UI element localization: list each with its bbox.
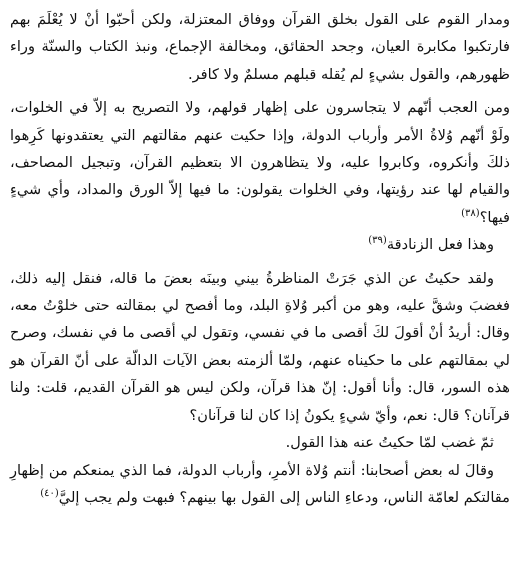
- paragraph-3: [10, 231, 510, 258]
- paragraph-1-text: ومدار القوم على القول بخلق القرآن ووفاق المعتزلة، ولكن أحبّوا أنْ لا يُعْلَمَ بهم فارتكبوا مكابرة العيان، وجحد الحقائق، ومخالفة الإجماع، ونبذ الكتاب والسنّة وراء ظهورهم، والقول بشيءٍ لم يُقله قبلهم مسلمٌ ولا كافر.: [10, 11, 510, 83]
- paragraph-3-text: وهذا فعل الزنادقة: [386, 236, 494, 254]
- paragraph-2: [10, 94, 510, 231]
- paragraph-5: [10, 429, 510, 456]
- paragraph-6-text: وقالَ له بعض أصحابنا: أنتم وُلاة الأمرِ، وأرباب الدولة، فما الذي يمنعكم من إظهارِ مقالتكم لعامّة الناس، ودعاءِ الناس إلى القول بها بينهم؟ فبهت ولم يجب إليَّ: [10, 461, 510, 506]
- paragraph-5-text: ثمّ غضب لمّا حكيتُ عنه هذا القول.: [285, 434, 494, 452]
- paragraph-4: [10, 265, 510, 429]
- footnote-marker-38: (٣٨): [461, 207, 480, 219]
- paragraph-1: [10, 6, 510, 88]
- paragraph-6: [10, 457, 510, 512]
- footnote-marker-40: (٤٠): [40, 488, 59, 500]
- footnote-marker-39: (٣٩): [368, 235, 387, 247]
- paragraph-2-text: ومن العجب أنّهم لا يتجاسرون على إظهار قولهم، ولا التصريح به إلاّ في الخلوات، ولَوْ أنّهم وُلاةُ الأمر وأرباب الدولة، وإذا حكيت عنهم مقالتهم التي يعتقدونها كَرِهوا ذلكَ وأنكروه، وكابروا عليه، ولا يتظاهرون الا بتعظيم القرآن، وتبجيل المصاحف، والقيام لها عند رؤيتها، وفي الخلوات يقولون: ما فيها إلاّ الورق والمداد، وأي شيءٍ فيها؟: [10, 99, 510, 226]
- paragraph-4-text: ولقد حكيتُ عن الذي جَرَتْ المناظرةُ بيني وبينَه بعضَ ما قاله، فنقل إليه ذلك، فغضبَ وشقَّ عليه، وهو من أكبر وُلاةِ البلد، وما أفصح لي بمقالته حتى خلوْتُ معه، وقال: أريدُ أنْ أقولَ لكَ أقصى ما في نفسي، وتقول لي أقصى ما في نفسك، وصرح لي بمقالتهم على ما حكيناه عنهم، ولمّا ألزمته بعض الآيات الدالّة على أنّ القرآن هو هذه السور، قال: وأنا أقول: إنّ هذا قرآن، ولكن ليس هو القرآن القديم، قلت: ولنا قرآنان؟ قال: نعم، وأيّ شيءٍ يكونُ إذا كان لنا قرآنان؟: [10, 269, 510, 424]
